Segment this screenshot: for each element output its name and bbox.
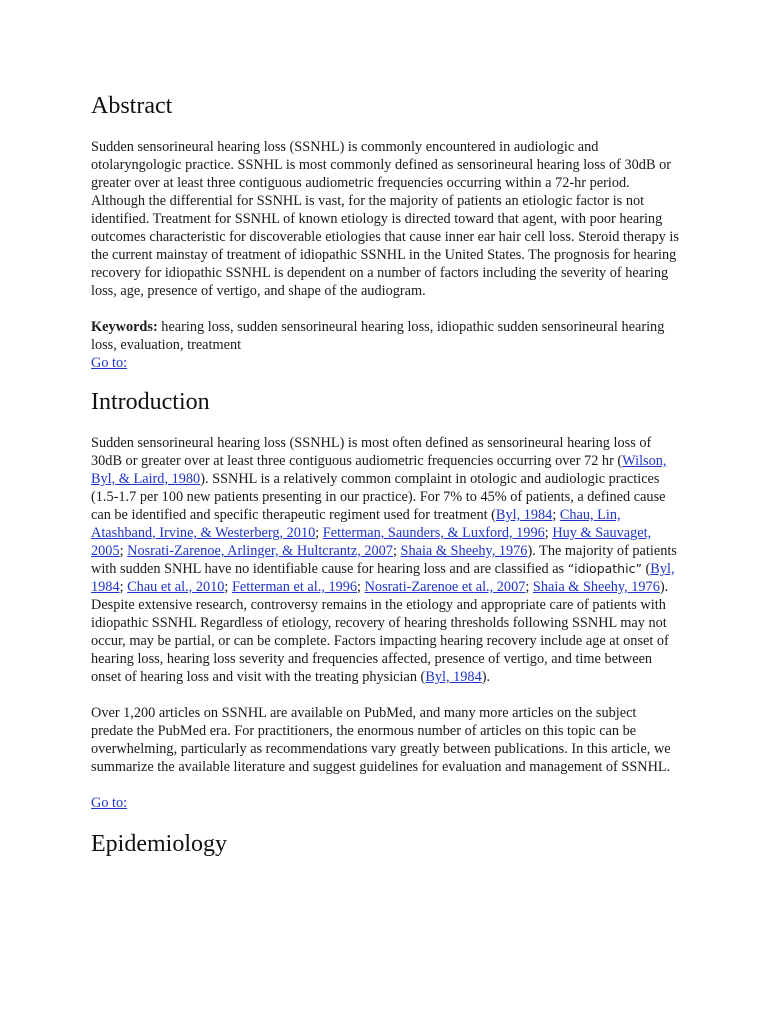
citation-link[interactable]: Shaia & Sheehy, 1976 <box>532 579 660 595</box>
citation-link[interactable]: Byl, 1984 <box>425 669 482 685</box>
article-body <box>91 92 681 876</box>
citation-link[interactable]: Nosrati-Zarenoe, Arlinger, & Hultcrantz, 2007 <box>127 543 393 559</box>
introduction-paragraph-2: Over 1,200 articles on SSNHL are available on PubMed, and many more articles on the subject predate the PubMed era. For practitioners, the enormous number of articles on this topic can be overwhelming, particularly as recommendations vary greatly between publications. In this article, we summarize the available literature and suggest guidelines for evaluation and management of SSNHL. <box>91 705 671 775</box>
introduction-heading: Introduction <box>91 389 210 415</box>
citation-link[interactable]: Byl, 1984 <box>495 507 553 523</box>
citation-link[interactable]: Fetterman et al., 1996 <box>231 579 358 595</box>
citation-link[interactable]: Huy & Sauvaget, 2005 <box>91 525 652 559</box>
goto-link-introduction[interactable]: Go to: <box>91 795 128 811</box>
introduction-paragraph-1 <box>91 434 681 686</box>
goto-link-abstract[interactable]: Go to: <box>91 355 128 371</box>
separator: ; <box>315 525 323 541</box>
separator: ; <box>357 579 365 595</box>
citation-link[interactable]: Chau et al., 2010 <box>127 579 225 595</box>
intro-text: ). SSNHL is a relatively common complaint in otologic and audiologic practices (1.5-1.7 per 100 new patients presenting in our practice). For 7% to 45% of patients, a defined cause can be identified and specific therapeutic regiment used for treatment ( <box>91 471 666 523</box>
separator: ; <box>119 543 128 559</box>
separator: ; <box>119 579 128 595</box>
intro-text: ). <box>481 669 491 685</box>
separator: ; <box>525 579 533 595</box>
keywords-label: Keywords: <box>91 319 158 335</box>
intro-text: ( <box>641 561 651 577</box>
intro-text: Sudden sensorineural hearing loss (SSNHL) is most often defined as sensorineural hearing loss of 30dB or greater over at least three contiguous audiometric frequencies occurring over 72 hr ( <box>91 435 652 469</box>
separator: ; <box>544 525 553 541</box>
citation-link[interactable]: Wilson, Byl, & Laird, 1980 <box>91 453 667 487</box>
abstract-paragraph: Sudden sensorineural hearing loss (SSNHL) is commonly encountered in audiologic and otolaryngologic practice. SSNHL is most commonly defined as sensorineural hearing loss of 30dB or greater over at least three contiguous audiometric frequencies occurring within a 72-hr period. Although the differential for SSNHL is vast, for the majority of patients an etiologic factor is not identified. Treatment for SSNHL of known etiology is directed toward that agent, with poor hearing outcomes characteristic for discoverable etiologies that cause inner ear hair cell loss. Steroid therapy is the current mainstay of treatment of idiopathic SSNHL in the United States. The prognosis for hearing recovery for idiopathic SSNHL is dependent on a number of factors including the severity of hearing loss, age, presence of vertigo, and shape of the audiogram. <box>91 139 679 299</box>
keywords-paragraph <box>91 318 681 354</box>
citation-link[interactable]: Shaia & Sheehy, 1976 <box>400 543 528 559</box>
citation-link[interactable]: Fetterman, Saunders, & Luxford, 1996 <box>322 525 545 541</box>
intro-text: ). The majority of patients with sudden SNHL have no identifiable cause for hearing loss and are classified as <box>91 543 677 577</box>
citation-link[interactable]: Byl, 1984 <box>91 561 675 595</box>
separator: ; <box>552 507 560 523</box>
idiopathic-quote: “idiopathic” <box>567 561 642 576</box>
separator: ; <box>224 579 232 595</box>
intro-text: ). Despite extensive research, controversy remains in the etiology and appropriate care of patients with idiopathic SSNHL Regardless of etiology, recovery of hearing thresholds following SSNHL may not occur, may be partial, or can be complete. Factors impacting hearing recovery include age at onset of hearing loss, hearing loss severity and frequencies affected, presence of vertigo, and time between onset of hearing loss and visit with the treating physician ( <box>91 579 669 685</box>
keywords-text: hearing loss, sudden sensorineural hearing loss, idiopathic sudden sensorineural hearing loss, evaluation, treatment <box>91 319 665 353</box>
epidemiology-heading: Epidemiology <box>91 831 227 857</box>
citation-link[interactable]: Nosrati-Zarenoe et al., 2007 <box>364 579 526 595</box>
citation-link[interactable]: Chau, Lin, Atashband, Irvine, & Westerberg, 2010 <box>91 507 621 541</box>
separator: ; <box>392 543 401 559</box>
abstract-heading: Abstract <box>91 93 173 119</box>
